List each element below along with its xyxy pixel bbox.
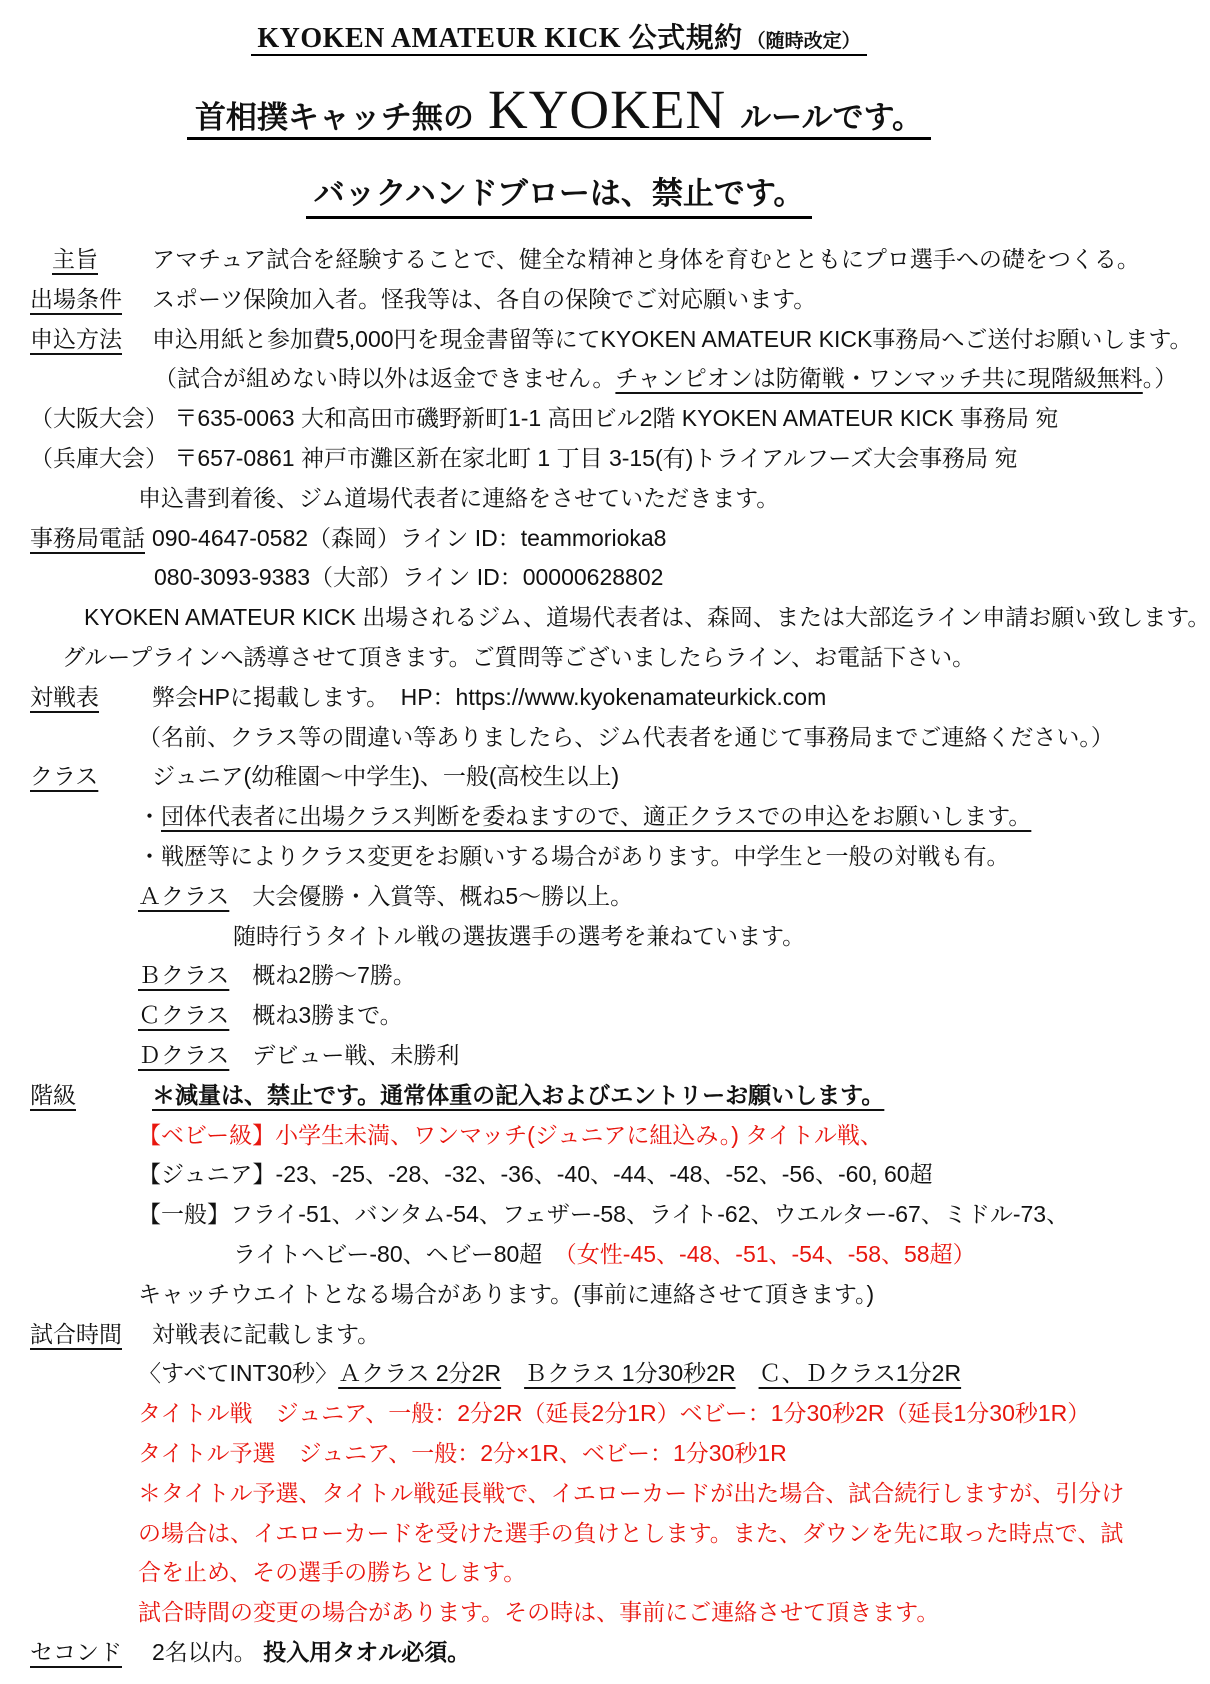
text-segment: 申込書到着後、ジム道場代表者に連絡をさせていただきます。 [138, 484, 780, 511]
doc-line [0, 956, 1118, 996]
doc-line [0, 558, 1118, 598]
doc-line [0, 1116, 1118, 1156]
doc-line [0, 996, 1118, 1036]
text-segment: 団体代表者に出場クラス判断を委ねますので、適正クラスでの申込をお願いします。 [161, 803, 1032, 830]
text-segment: 概ね2勝～7勝。 [229, 962, 416, 989]
highlight-text: ＊タイトル予選、タイトル戦延長戦で、イエローカードが出た場合、試合続行しますが、引分け [138, 1479, 1125, 1506]
doc-line [0, 1315, 1118, 1355]
doc-title-note: （随時改定） [746, 31, 861, 52]
doc-line [0, 1235, 1118, 1275]
text-segment: ＊減量は、禁止です。通常体重の記入およびエントリーお願いします。 [152, 1081, 885, 1108]
doc-line [0, 519, 1118, 559]
text-segment: 申込用紙と参加費5,000円を現金書留等にてKYOKEN AMATEUR KICK事務局へご送付お願いします。 [152, 325, 1193, 352]
doc-line [0, 439, 1118, 479]
highlight-text: （女性-45、-48、-51、-54、-58、58超） [542, 1240, 976, 1267]
doc-line [0, 479, 1118, 519]
doc-line [0, 280, 1118, 320]
text-segment: 【一般】フライ-51、バンタム-54、フェザー-58、ライト-62、ウエルター-67、ミドル-73、 [138, 1201, 1070, 1228]
doc-line [0, 1354, 1118, 1394]
text-segment: ライトヘビー-80、ヘビー80超 [233, 1240, 543, 1267]
doc-line [0, 240, 1140, 280]
section-label: 主旨 [52, 246, 98, 272]
text-segment: 090-4647-0582（森岡）ライン ID：teammorioka8 [152, 524, 667, 551]
text-segment: 2名以内。 [152, 1638, 264, 1665]
text-segment: 概ね3勝まで。 [229, 1002, 403, 1029]
text-segment: チャンピオンは防衛戦・ワンマッチ共に現階級無料 [615, 365, 1143, 392]
text-segment: デビュー戦、未勝利 [229, 1041, 460, 1068]
text-segment: ・ [138, 803, 161, 830]
highlight-text: 合を止め、その選手の勝ちとします。 [138, 1559, 527, 1586]
doc-line [0, 1394, 1118, 1434]
text-segment: Ｃクラス [138, 1002, 230, 1029]
text-segment: 〈すべてINT30秒〉 [138, 1360, 339, 1387]
highlight-text: の場合は、イエローカードを受けた選手の負けとします。また、ダウンを先に取った時点で、試 [138, 1519, 1124, 1546]
subtitle-pre-text: 首相撲キャッチ無の [194, 100, 474, 135]
text-segment [736, 1360, 759, 1386]
doc-title: KYOKEN AMATEUR KICK 公式規約 [257, 23, 743, 54]
ban-statement: バックハンドブローは、禁止です。 [306, 176, 813, 219]
doc-line [0, 1434, 1118, 1474]
text-segment: アマチュア試合を経験することで、健全な精神と身体を育むとともにプロ選手への礎をつくる。 [152, 246, 1140, 272]
text-segment: ・戦歴等によりクラス変更をお願いする場合があります。中学生と一般の対戦も有。 [138, 842, 1010, 869]
doc-line [0, 1195, 1118, 1235]
section-label: 対戦表 [30, 683, 99, 710]
doc-line [0, 1553, 1118, 1593]
doc-line [0, 877, 1118, 917]
doc-line [0, 1036, 1118, 1076]
text-segment: （名前、クラス等の間違い等ありましたら、ジム代表者を通じて事務局までご連絡ください。） [138, 723, 1114, 750]
text-segment: （兵庫大会） 〒657-0861 神戸市灘区新在家北町 1 丁目 3-15(有)トライアルフーズ大会事務局 宛 [30, 444, 1018, 471]
doc-line [0, 917, 1118, 957]
doc-line [0, 1514, 1124, 1554]
subtitle-post-text: ルールです。 [740, 100, 924, 135]
highlight-text: 試合時間の変更の場合があります。その時は、事前にご連絡させて頂きます。 [138, 1599, 940, 1626]
text-segment: グループラインへ誘導させて頂きます。ご質問等ございましたらライン、お電話下さい。 [62, 643, 976, 670]
text-segment: 【ジュニア】-23、-25、-28、-32、-36、-40、-44、-48、-52、-56、-60, 60超 [138, 1161, 933, 1188]
text-segment: Ｂクラス 1分30秒2R [524, 1360, 736, 1387]
text-segment: Ａクラス 2分2R [338, 1360, 502, 1387]
text-segment: Ｃ、Ｄクラス1分2R [758, 1360, 962, 1387]
doc-line [0, 320, 1193, 360]
doc-line [0, 598, 1210, 638]
text-segment: （大阪大会） 〒635-0063 大和高田市磯野新町1-1 高田ビル2階 KYOKEN AMATEUR KICK 事務局 宛 [30, 405, 1059, 432]
text-segment: 大会優勝・入賞等、概ね5～勝以上。 [229, 882, 634, 909]
text-segment: （試合が組めない時以外は返金できません。 [154, 365, 616, 392]
highlight-text: タイトル予選 ジュニア、一般：2分×1R、ベビー：1分30秒1R [138, 1439, 787, 1466]
section-label: 出場条件 [30, 285, 122, 312]
text-segment: Ｄクラス [138, 1041, 230, 1068]
section-label: 試合時間 [30, 1320, 122, 1347]
doc-line [0, 1593, 1118, 1633]
doc-line [0, 638, 1118, 678]
doc-line [0, 359, 1178, 399]
text-segment: 。） [1142, 365, 1178, 392]
doc-line [0, 837, 1118, 877]
text-segment: ジュニア(幼稚園～中学生)、一般(高校生以上) [152, 763, 620, 790]
highlight-text: 【ベビー級】小学生未満、ワンマッチ(ジュニアに組込み。) タイトル戦、 [138, 1121, 883, 1148]
section-label: 申込方法 [30, 325, 122, 352]
text-segment: Ｂクラス [138, 962, 230, 989]
doc-line [0, 1155, 1118, 1195]
doc-subtitle-line [0, 78, 1118, 141]
text-segment: 080-3093-9383（大部）ライン ID：00000628802 [154, 564, 664, 591]
section-label: 事務局電話 [30, 524, 145, 551]
doc-line [0, 1633, 1118, 1673]
doc-line [0, 718, 1118, 758]
section-label: セコンド [30, 1638, 122, 1665]
doc-line [0, 1275, 1118, 1315]
text-segment: 弊会HPに掲載します。 HP：https://www.kyokenamateurkick.com [152, 683, 827, 710]
section-label: クラス [30, 763, 99, 790]
doc-title-line [0, 16, 1118, 56]
highlight-text: タイトル戦 ジュニア、一般：2分2R（延長2分1R）ベビー：1分30秒2R（延長1分30秒1R） [138, 1400, 1091, 1427]
text-segment: Ａクラス [138, 882, 230, 909]
doc-line [0, 1076, 1118, 1116]
text-segment: 随時行うタイトル戦の選抜選手の選考を兼ねています。 [233, 922, 806, 949]
doc-line [0, 757, 1118, 797]
text-segment: 対戦表に記載します。 [152, 1320, 381, 1347]
text-segment: スポーツ保険加入者。怪我等は、各自の保険でご対応願います。 [152, 285, 817, 312]
doc-line [0, 797, 1118, 837]
section-label: 階級 [30, 1081, 76, 1108]
ban-statement-line [0, 168, 1118, 213]
text-segment [501, 1360, 524, 1386]
doc-line [0, 399, 1118, 439]
text-segment: キャッチウエイトとなる場合があります。(事前に連絡させて頂きます。) [138, 1280, 875, 1307]
text-segment: 投入用タオル必須。 [263, 1638, 471, 1665]
document-body [0, 240, 1210, 1673]
doc-line [0, 1474, 1125, 1514]
text-segment: KYOKEN AMATEUR KICK 出場されるジム、道場代表者は、森岡、または大部迄ライン申請お願い致します。 [84, 604, 1210, 631]
subtitle-big-text: KYOKEN [487, 79, 727, 140]
doc-line [0, 678, 1118, 718]
